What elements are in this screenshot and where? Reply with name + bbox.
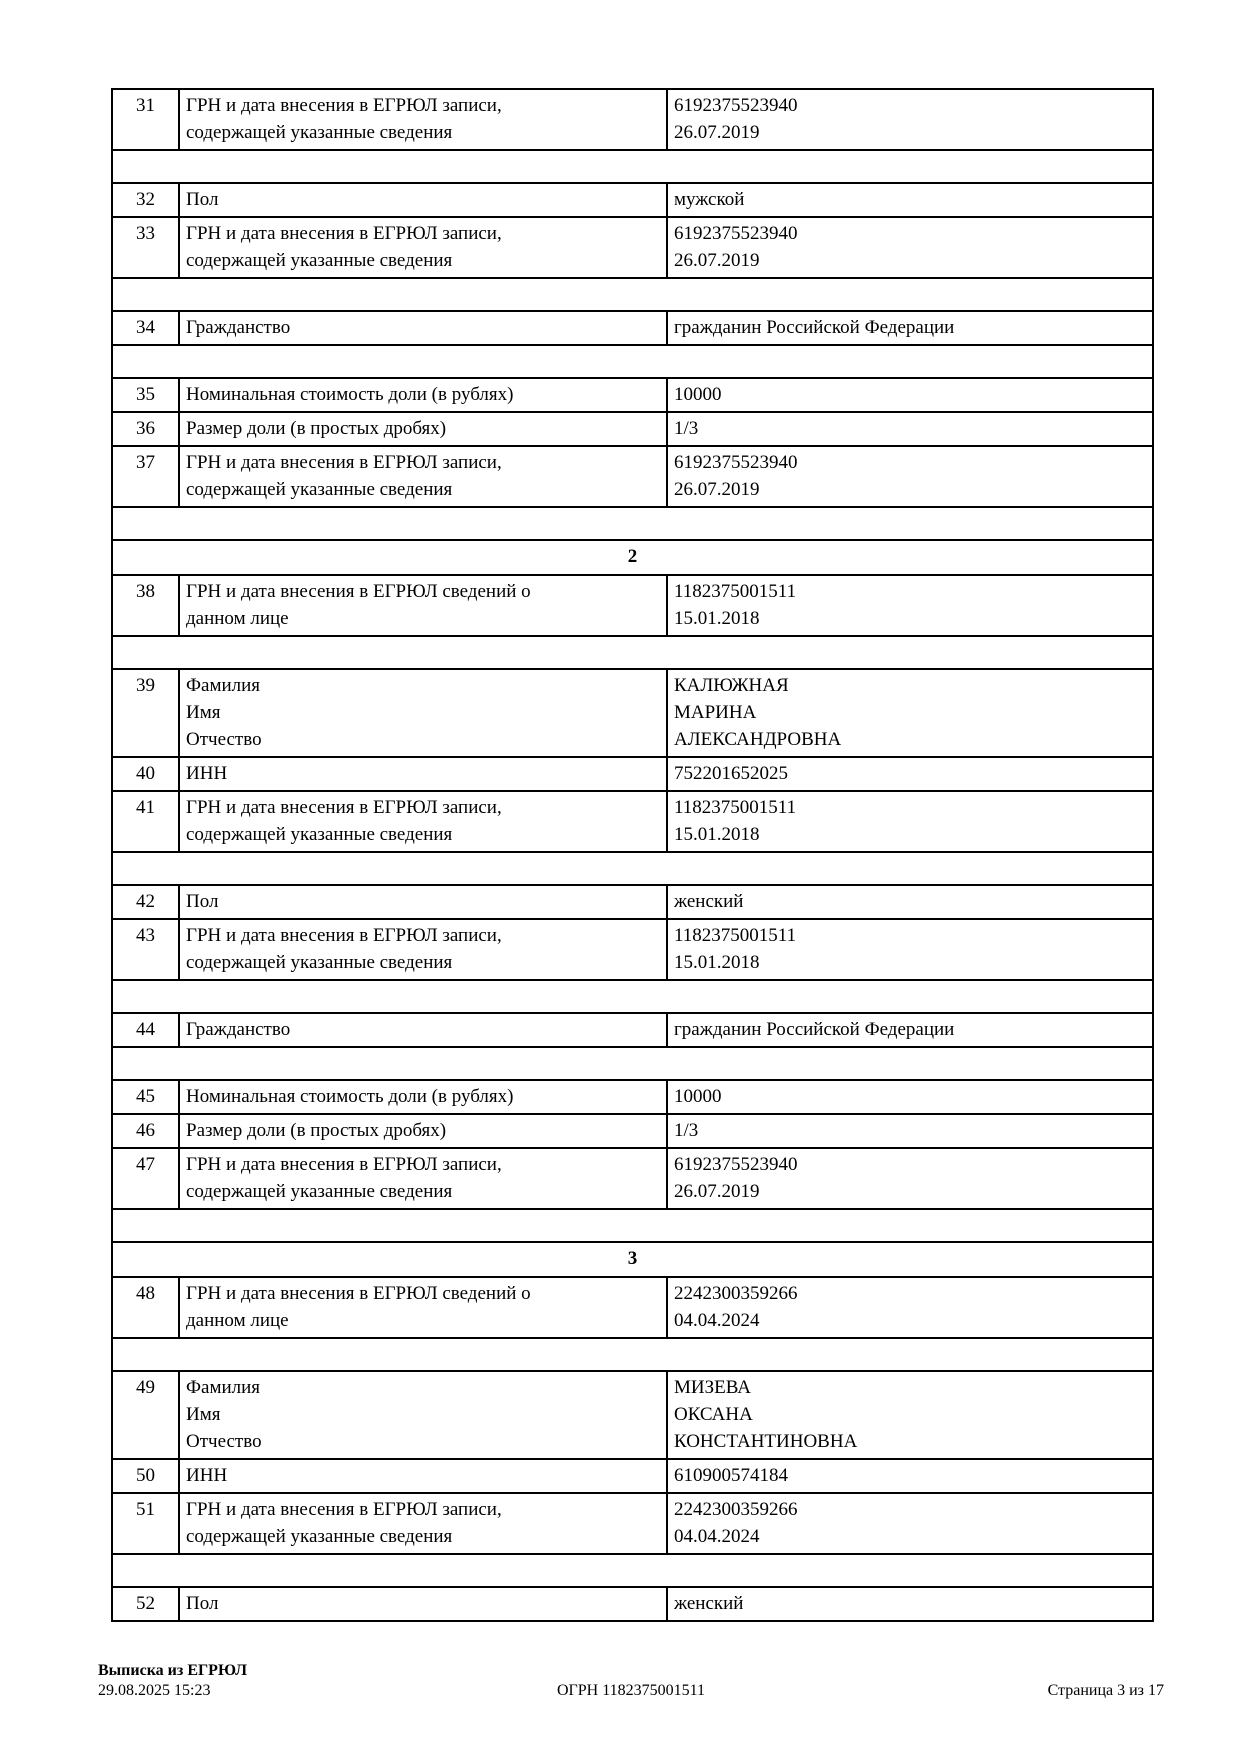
spacer-row (112, 345, 1153, 378)
field-label-cell (179, 1493, 667, 1554)
egrul-table-body (112, 89, 1153, 1621)
table-row (112, 1080, 1153, 1114)
field-value: 6192375523940 26.07.2019 (674, 223, 798, 271)
spacer-cell (112, 507, 1153, 540)
spacer-cell (112, 1554, 1153, 1587)
row-number-cell (112, 1277, 179, 1338)
page-footer (98, 1661, 1164, 1701)
field-label: Пол (186, 891, 219, 912)
field-value: гражданин Российской Федерации (674, 1019, 955, 1040)
row-number: 35 (136, 384, 155, 405)
row-number: 44 (136, 1019, 155, 1040)
row-number: 37 (136, 452, 155, 473)
spacer-cell (112, 345, 1153, 378)
table-row (112, 412, 1153, 446)
field-label-cell (179, 1148, 667, 1209)
field-label-cell (179, 1587, 667, 1621)
field-value: 2242300359266 04.04.2024 (674, 1499, 798, 1547)
field-value-cell (667, 1587, 1153, 1621)
field-value-cell (667, 1013, 1153, 1047)
table-row (112, 757, 1153, 791)
field-label: Пол (186, 1593, 219, 1614)
spacer-cell (112, 278, 1153, 311)
table-row (112, 311, 1153, 345)
field-value: 1182375001511 15.01.2018 (674, 797, 797, 845)
row-number-cell (112, 791, 179, 852)
field-value: 1/3 (674, 418, 699, 439)
section-header-cell (112, 1242, 1153, 1277)
field-value-cell (667, 1459, 1153, 1493)
row-number: 32 (136, 189, 155, 210)
row-number-cell (112, 183, 179, 217)
spacer-row (112, 1338, 1153, 1371)
row-number: 33 (136, 223, 155, 244)
field-label: Пол (186, 189, 219, 210)
row-number-cell (112, 1587, 179, 1621)
field-label-cell (179, 89, 667, 150)
egrul-table (111, 88, 1154, 1622)
field-value: МИЗЕВА ОКСАНА КОНСТАНТИНОВНА (674, 1377, 858, 1452)
row-number-cell (112, 1493, 179, 1554)
section-header-row (112, 540, 1153, 575)
table-row (112, 1371, 1153, 1459)
spacer-cell (112, 636, 1153, 669)
row-number-cell (112, 919, 179, 980)
field-value-cell (667, 412, 1153, 446)
field-value: 10000 (674, 1086, 722, 1107)
row-number-cell (112, 378, 179, 412)
field-label: Гражданство (186, 317, 291, 338)
field-value-cell (667, 311, 1153, 345)
row-number-cell (112, 89, 179, 150)
spacer-row (112, 150, 1153, 183)
footer-page-number: Страница 3 из 17 (1047, 1682, 1164, 1699)
field-value-cell (667, 1277, 1153, 1338)
field-value: 6192375523940 26.07.2019 (674, 452, 798, 500)
table-row (112, 885, 1153, 919)
spacer-cell (112, 1209, 1153, 1242)
field-label-cell (179, 446, 667, 507)
row-number: 38 (136, 581, 155, 602)
field-label: ГРН и дата внесения в ЕГРЮЛ записи, содержащей указанные сведения (186, 1499, 502, 1547)
field-label-cell (179, 1371, 667, 1459)
field-label-cell (179, 791, 667, 852)
row-number: 47 (136, 1154, 155, 1175)
field-label-cell (179, 1114, 667, 1148)
row-number-cell (112, 311, 179, 345)
spacer-row (112, 278, 1153, 311)
field-label: Фамилия Имя Отчество (186, 1377, 262, 1452)
table-row (112, 1459, 1153, 1493)
field-label-cell (179, 412, 667, 446)
field-value-cell (667, 183, 1153, 217)
row-number-cell (112, 669, 179, 757)
spacer-row (112, 1209, 1153, 1242)
row-number: 51 (136, 1499, 155, 1520)
field-value: КАЛЮЖНАЯ МАРИНА АЛЕКСАНДРОВНА (674, 675, 842, 750)
row-number-cell (112, 217, 179, 278)
field-label: Номинальная стоимость доли (в рублях) (186, 384, 514, 405)
section-header-cell (112, 540, 1153, 575)
spacer-row (112, 980, 1153, 1013)
section-header-row (112, 1242, 1153, 1277)
row-number-cell (112, 412, 179, 446)
field-value-cell (667, 1080, 1153, 1114)
field-label: ГРН и дата внесения в ЕГРЮЛ записи, содержащей указанные сведения (186, 95, 502, 143)
field-value-cell (667, 919, 1153, 980)
footer-left (98, 1661, 557, 1701)
row-number-cell (112, 1148, 179, 1209)
field-label: Размер доли (в простых дробях) (186, 418, 447, 439)
field-value: гражданин Российской Федерации (674, 317, 955, 338)
table-row (112, 791, 1153, 852)
field-value-cell (667, 885, 1153, 919)
field-label-cell (179, 1459, 667, 1493)
field-label: ГРН и дата внесения в ЕГРЮЛ записи, содержащей указанные сведения (186, 1154, 502, 1202)
row-number: 31 (136, 95, 155, 116)
table-row (112, 1493, 1153, 1554)
spacer-cell (112, 1047, 1153, 1080)
field-value-cell (667, 757, 1153, 791)
field-value-cell (667, 1371, 1153, 1459)
field-label-cell (179, 378, 667, 412)
row-number: 40 (136, 763, 155, 784)
field-value-cell (667, 575, 1153, 636)
row-number-cell (112, 757, 179, 791)
row-number: 46 (136, 1120, 155, 1141)
spacer-cell (112, 150, 1153, 183)
table-row (112, 89, 1153, 150)
field-value: 1182375001511 15.01.2018 (674, 581, 797, 629)
footer-ogrn: ОГРН 1182375001511 (556, 1682, 706, 1699)
row-number-cell (112, 1371, 179, 1459)
row-number-cell (112, 1080, 179, 1114)
field-label: ИНН (186, 1465, 228, 1486)
field-label: ГРН и дата внесения в ЕГРЮЛ сведений о данном лице (186, 1283, 531, 1331)
row-number-cell (112, 885, 179, 919)
field-value: женский (674, 1593, 744, 1614)
row-number: 39 (136, 675, 155, 696)
table-row (112, 1587, 1153, 1621)
field-label-cell (179, 1080, 667, 1114)
table-row (112, 446, 1153, 507)
field-value: 6192375523940 26.07.2019 (674, 95, 798, 143)
table-row (112, 919, 1153, 980)
field-label: ГРН и дата внесения в ЕГРЮЛ сведений о данном лице (186, 581, 531, 629)
field-value: 1/3 (674, 1120, 699, 1141)
row-number-cell (112, 575, 179, 636)
field-value-cell (667, 89, 1153, 150)
field-label-cell (179, 1013, 667, 1047)
row-number: 49 (136, 1377, 155, 1398)
field-value: 2242300359266 04.04.2024 (674, 1283, 798, 1331)
field-value: 752201652025 (674, 763, 788, 784)
row-number-cell (112, 446, 179, 507)
row-number-cell (112, 1114, 179, 1148)
field-label: ГРН и дата внесения в ЕГРЮЛ записи, содержащей указанные сведения (186, 925, 502, 973)
spacer-row (112, 507, 1153, 540)
field-label: Размер доли (в простых дробях) (186, 1120, 447, 1141)
table-row (112, 575, 1153, 636)
field-value: 610900574184 (674, 1465, 788, 1486)
field-value-cell (667, 1493, 1153, 1554)
field-value-cell (667, 669, 1153, 757)
field-label-cell (179, 217, 667, 278)
row-number: 43 (136, 925, 155, 946)
field-label: Фамилия Имя Отчество (186, 675, 262, 750)
field-value: женский (674, 891, 744, 912)
spacer-cell (112, 1338, 1153, 1371)
field-value: мужской (674, 189, 745, 210)
table-row (112, 1148, 1153, 1209)
table-row (112, 183, 1153, 217)
table-row (112, 1114, 1153, 1148)
spacer-row (112, 1554, 1153, 1587)
field-label: ИНН (186, 763, 228, 784)
field-label: ГРН и дата внесения в ЕГРЮЛ записи, содержащей указанные сведения (186, 797, 502, 845)
field-label-cell (179, 885, 667, 919)
row-number: 36 (136, 418, 155, 439)
field-label-cell (179, 919, 667, 980)
field-value-cell (667, 217, 1153, 278)
field-label: Номинальная стоимость доли (в рублях) (186, 1086, 514, 1107)
field-value-cell (667, 1148, 1153, 1209)
spacer-row (112, 1047, 1153, 1080)
field-value: 10000 (674, 384, 722, 405)
row-number: 34 (136, 317, 155, 338)
field-value-cell (667, 446, 1153, 507)
spacer-row (112, 852, 1153, 885)
field-label: Гражданство (186, 1019, 291, 1040)
field-value-cell (667, 1114, 1153, 1148)
field-label-cell (179, 311, 667, 345)
field-label-cell (179, 1277, 667, 1338)
spacer-cell (112, 852, 1153, 885)
footer-timestamp: 29.08.2025 15:23 (98, 1682, 211, 1699)
row-number: 42 (136, 891, 155, 912)
field-value: 6192375523940 26.07.2019 (674, 1154, 798, 1202)
field-label-cell (179, 757, 667, 791)
row-number: 48 (136, 1283, 155, 1304)
table-row (112, 669, 1153, 757)
field-value-cell (667, 378, 1153, 412)
row-number: 41 (136, 797, 155, 818)
field-value: 1182375001511 15.01.2018 (674, 925, 797, 973)
table-row (112, 1277, 1153, 1338)
row-number: 50 (136, 1465, 155, 1486)
section-number: 2 (627, 546, 638, 567)
table-row (112, 217, 1153, 278)
field-value-cell (667, 791, 1153, 852)
field-label-cell (179, 575, 667, 636)
row-number-cell (112, 1459, 179, 1493)
table-row (112, 1013, 1153, 1047)
row-number: 45 (136, 1086, 155, 1107)
section-number: 3 (627, 1248, 638, 1269)
field-label: ГРН и дата внесения в ЕГРЮЛ записи, содержащей указанные сведения (186, 452, 502, 500)
footer-doc-title: Выписка из ЕГРЮЛ (98, 1662, 248, 1679)
field-label-cell (179, 669, 667, 757)
spacer-row (112, 636, 1153, 669)
field-label-cell (179, 183, 667, 217)
row-number-cell (112, 1013, 179, 1047)
table-row (112, 378, 1153, 412)
field-label: ГРН и дата внесения в ЕГРЮЛ записи, содержащей указанные сведения (186, 223, 502, 271)
row-number: 52 (136, 1593, 155, 1614)
spacer-cell (112, 980, 1153, 1013)
